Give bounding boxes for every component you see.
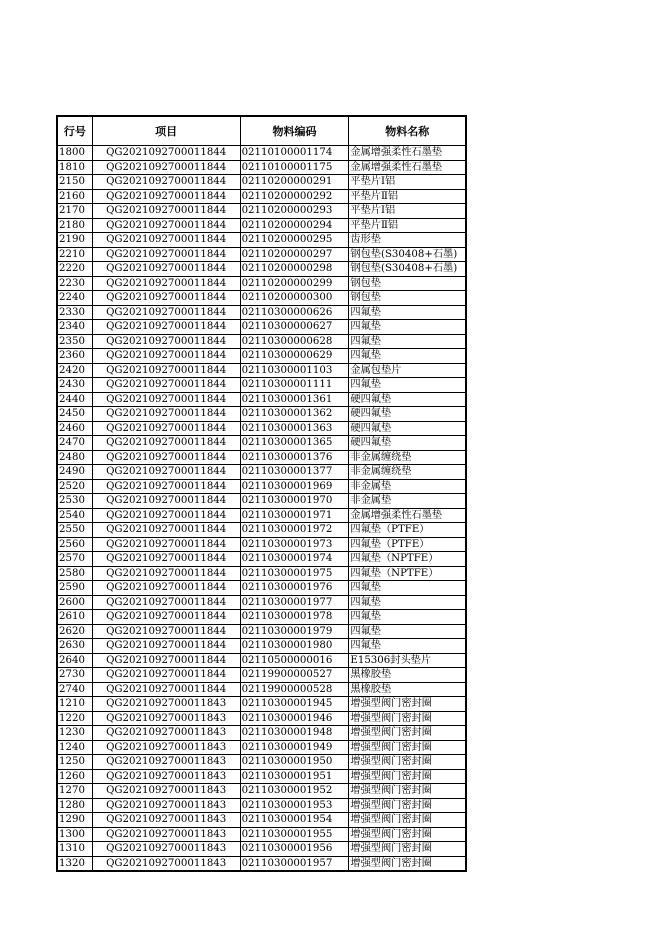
cell-project: QG2021092700011844 [92, 624, 240, 639]
cell-project: QG2021092700011843 [92, 697, 240, 712]
cell-material-name: 四氟垫（NPTFE） [349, 566, 466, 581]
cell-material-name: 钢包垫 [349, 276, 466, 291]
cell-project: QG2021092700011844 [92, 421, 240, 436]
cell-project: QG2021092700011843 [92, 726, 240, 741]
cell-material-code: 02110500000016 [240, 653, 349, 668]
cell-material-name: 钢包垫(S30408+石墨) [349, 247, 466, 262]
cell-material-name: 金属增强柔性石墨垫 [349, 146, 466, 161]
cell-material-code: 02110200000299 [240, 276, 349, 291]
cell-project: QG2021092700011844 [92, 494, 240, 509]
cell-line-no: 2610 [57, 610, 92, 625]
cell-material-name: 齿形垫 [349, 233, 466, 248]
cell-line-no: 1260 [57, 769, 92, 784]
cell-material-code: 02110300001980 [240, 639, 349, 654]
table-row [57, 697, 466, 712]
table-row [57, 595, 466, 610]
cell-line-no: 2340 [57, 320, 92, 335]
cell-line-no: 2460 [57, 421, 92, 436]
table-row [57, 537, 466, 552]
cell-project: QG2021092700011844 [92, 305, 240, 320]
cell-project: QG2021092700011844 [92, 552, 240, 567]
cell-material-code: 02110300001979 [240, 624, 349, 639]
material-table [56, 115, 467, 872]
table-row [57, 218, 466, 233]
cell-material-name: 平垫片Ⅱ铝 [349, 218, 466, 233]
table-row [57, 581, 466, 596]
cell-material-name: 增强型阀门密封圈 [349, 827, 466, 842]
cell-material-name: 金属包垫片 [349, 363, 466, 378]
cell-project: QG2021092700011843 [92, 740, 240, 755]
cell-project: QG2021092700011843 [92, 827, 240, 842]
cell-line-no: 1210 [57, 697, 92, 712]
cell-line-no: 2620 [57, 624, 92, 639]
cell-line-no: 2350 [57, 334, 92, 349]
cell-material-name: 四氟垫（NPTFE） [349, 552, 466, 567]
table-row [57, 827, 466, 842]
cell-material-code: 02110300001948 [240, 726, 349, 741]
cell-material-name: 非金属缠绕垫 [349, 465, 466, 480]
cell-material-code: 02110300001975 [240, 566, 349, 581]
table-row [57, 421, 466, 436]
cell-line-no: 2560 [57, 537, 92, 552]
cell-material-name: 金属增强柔性石墨垫 [349, 508, 466, 523]
cell-material-name: 增强型阀门密封圈 [349, 856, 466, 871]
cell-line-no: 1240 [57, 740, 92, 755]
cell-material-name: 黑橡胶垫 [349, 682, 466, 697]
cell-project: QG2021092700011844 [92, 610, 240, 625]
cell-project: QG2021092700011844 [92, 291, 240, 306]
cell-material-name: 增强型阀门密封圈 [349, 726, 466, 741]
cell-material-name: 非金属垫 [349, 494, 466, 509]
cell-line-no: 1290 [57, 813, 92, 828]
table-row [57, 175, 466, 190]
table-row [57, 682, 466, 697]
cell-material-code: 02110300000629 [240, 349, 349, 364]
cell-project: QG2021092700011844 [92, 233, 240, 248]
cell-material-name: 四氟垫 [349, 624, 466, 639]
cell-project: QG2021092700011844 [92, 189, 240, 204]
cell-line-no: 1320 [57, 856, 92, 871]
cell-line-no: 2570 [57, 552, 92, 567]
cell-line-no: 2470 [57, 436, 92, 451]
cell-material-code: 02110300001971 [240, 508, 349, 523]
table-row [57, 726, 466, 741]
table-row [57, 668, 466, 683]
cell-material-name: 平垫片Ⅰ铝 [349, 204, 466, 219]
cell-line-no: 1310 [57, 842, 92, 857]
table-row [57, 247, 466, 262]
cell-project: QG2021092700011843 [92, 784, 240, 799]
table-row [57, 639, 466, 654]
table-row [57, 523, 466, 538]
cell-project: QG2021092700011843 [92, 856, 240, 871]
cell-project: QG2021092700011844 [92, 595, 240, 610]
column-header-line-no: 行号 [57, 116, 92, 146]
cell-material-name: 硬四氟垫 [349, 436, 466, 451]
cell-project: QG2021092700011844 [92, 450, 240, 465]
cell-line-no: 2640 [57, 653, 92, 668]
cell-line-no: 2580 [57, 566, 92, 581]
cell-material-name: 硬四氟垫 [349, 407, 466, 422]
cell-line-no: 1280 [57, 798, 92, 813]
table-row [57, 407, 466, 422]
cell-project: QG2021092700011844 [92, 392, 240, 407]
table-row [57, 842, 466, 857]
cell-project: QG2021092700011844 [92, 566, 240, 581]
cell-line-no: 1220 [57, 711, 92, 726]
cell-material-code: 02110300001953 [240, 798, 349, 813]
cell-line-no: 2170 [57, 204, 92, 219]
cell-material-name: 四氟垫 [349, 581, 466, 596]
cell-material-name: 增强型阀门密封圈 [349, 769, 466, 784]
cell-material-code: 02110300001362 [240, 407, 349, 422]
cell-project: QG2021092700011844 [92, 146, 240, 161]
cell-material-code: 02110300001969 [240, 479, 349, 494]
table-row [57, 363, 466, 378]
cell-material-code: 02110200000293 [240, 204, 349, 219]
table-row [57, 262, 466, 277]
cell-line-no: 2240 [57, 291, 92, 306]
cell-line-no: 1810 [57, 160, 92, 175]
cell-project: QG2021092700011844 [92, 436, 240, 451]
cell-material-code: 02110300001377 [240, 465, 349, 480]
cell-line-no: 2530 [57, 494, 92, 509]
cell-material-code: 02110100001175 [240, 160, 349, 175]
column-header-material-code: 物料编码 [240, 116, 349, 146]
table-row [57, 784, 466, 799]
cell-material-code: 02110300000627 [240, 320, 349, 335]
cell-project: QG2021092700011844 [92, 262, 240, 277]
table-row [57, 479, 466, 494]
cell-line-no: 1250 [57, 755, 92, 770]
cell-material-code: 02110300001970 [240, 494, 349, 509]
table-row [57, 276, 466, 291]
table-row [57, 711, 466, 726]
cell-line-no: 2160 [57, 189, 92, 204]
cell-line-no: 2520 [57, 479, 92, 494]
cell-material-code: 02110200000291 [240, 175, 349, 190]
cell-project: QG2021092700011844 [92, 218, 240, 233]
cell-material-code: 02110300001945 [240, 697, 349, 712]
cell-project: QG2021092700011844 [92, 465, 240, 480]
table-row [57, 813, 466, 828]
cell-material-name: 增强型阀门密封圈 [349, 740, 466, 755]
table-row [57, 291, 466, 306]
cell-project: QG2021092700011844 [92, 508, 240, 523]
cell-line-no: 2190 [57, 233, 92, 248]
cell-material-code: 02110300001951 [240, 769, 349, 784]
cell-line-no: 2540 [57, 508, 92, 523]
cell-line-no: 2210 [57, 247, 92, 262]
cell-project: QG2021092700011844 [92, 349, 240, 364]
cell-project: QG2021092700011844 [92, 160, 240, 175]
table-row [57, 653, 466, 668]
cell-material-name: 四氟垫 [349, 639, 466, 654]
cell-material-name: 增强型阀门密封圈 [349, 711, 466, 726]
cell-material-code: 02110300001365 [240, 436, 349, 451]
cell-material-name: 增强型阀门密封圈 [349, 697, 466, 712]
cell-line-no: 2450 [57, 407, 92, 422]
cell-line-no: 2430 [57, 378, 92, 393]
cell-material-name: 四氟垫 [349, 305, 466, 320]
table-row [57, 798, 466, 813]
cell-line-no: 2490 [57, 465, 92, 480]
cell-material-name: 非金属缠绕垫 [349, 450, 466, 465]
cell-project: QG2021092700011844 [92, 639, 240, 654]
cell-material-code: 02110300001946 [240, 711, 349, 726]
table-row [57, 624, 466, 639]
cell-material-name: 增强型阀门密封圈 [349, 755, 466, 770]
table-row [57, 334, 466, 349]
cell-material-code: 02110300001956 [240, 842, 349, 857]
cell-material-name: 非金属垫 [349, 479, 466, 494]
cell-project: QG2021092700011843 [92, 711, 240, 726]
cell-material-name: 硬四氟垫 [349, 421, 466, 436]
cell-material-name: 金属增强柔性石墨垫 [349, 160, 466, 175]
cell-material-code: 02110200000292 [240, 189, 349, 204]
column-header-material-name: 物料名称 [349, 116, 466, 146]
cell-material-code: 02110300000626 [240, 305, 349, 320]
cell-material-code: 02110300001952 [240, 784, 349, 799]
table-row [57, 305, 466, 320]
cell-material-code: 02110300001376 [240, 450, 349, 465]
cell-material-name: 四氟垫 [349, 610, 466, 625]
table-row [57, 450, 466, 465]
table-row [57, 204, 466, 219]
table-body [57, 146, 466, 872]
cell-line-no: 2150 [57, 175, 92, 190]
cell-material-code: 02110300001954 [240, 813, 349, 828]
cell-line-no: 1300 [57, 827, 92, 842]
cell-material-code: 02110300001111 [240, 378, 349, 393]
cell-material-name: 四氟垫（PTFE） [349, 523, 466, 538]
cell-project: QG2021092700011844 [92, 247, 240, 262]
cell-line-no: 2220 [57, 262, 92, 277]
column-header-project: 项目 [92, 116, 240, 146]
cell-material-code: 02110300001974 [240, 552, 349, 567]
table-row [57, 320, 466, 335]
cell-material-code: 02119900000528 [240, 682, 349, 697]
table-row [57, 508, 466, 523]
cell-project: QG2021092700011844 [92, 204, 240, 219]
cell-material-name: 增强型阀门密封圈 [349, 798, 466, 813]
cell-material-code: 02110300001976 [240, 581, 349, 596]
cell-material-code: 02110200000300 [240, 291, 349, 306]
cell-project: QG2021092700011844 [92, 175, 240, 190]
cell-material-code: 02119900000527 [240, 668, 349, 683]
table-header-row [57, 116, 466, 146]
cell-material-name: 增强型阀门密封圈 [349, 842, 466, 857]
table-row [57, 552, 466, 567]
cell-material-code: 02110200000294 [240, 218, 349, 233]
cell-project: QG2021092700011844 [92, 320, 240, 335]
table-row [57, 233, 466, 248]
cell-material-code: 02110300001950 [240, 755, 349, 770]
cell-material-name: 四氟垫 [349, 349, 466, 364]
cell-project: QG2021092700011843 [92, 813, 240, 828]
cell-line-no: 2600 [57, 595, 92, 610]
cell-material-name: 四氟垫 [349, 320, 466, 335]
cell-project: QG2021092700011844 [92, 682, 240, 697]
cell-material-code: 02110300001973 [240, 537, 349, 552]
table-row [57, 856, 466, 871]
cell-material-code: 02110300001949 [240, 740, 349, 755]
cell-material-name: 四氟垫 [349, 334, 466, 349]
cell-project: QG2021092700011844 [92, 407, 240, 422]
cell-material-name: 钢包垫 [349, 291, 466, 306]
table-row [57, 610, 466, 625]
cell-material-name: 平垫片Ⅱ铝 [349, 189, 466, 204]
cell-project: QG2021092700011844 [92, 378, 240, 393]
table-row [57, 378, 466, 393]
cell-material-code: 02110200000297 [240, 247, 349, 262]
cell-project: QG2021092700011843 [92, 755, 240, 770]
cell-project: QG2021092700011844 [92, 479, 240, 494]
cell-material-name: 黑橡胶垫 [349, 668, 466, 683]
table-row [57, 465, 466, 480]
cell-project: QG2021092700011844 [92, 581, 240, 596]
cell-line-no: 2230 [57, 276, 92, 291]
cell-material-code: 02110300001972 [240, 523, 349, 538]
cell-material-code: 02110300001103 [240, 363, 349, 378]
cell-project: QG2021092700011844 [92, 668, 240, 683]
cell-material-code: 02110300001977 [240, 595, 349, 610]
table-row [57, 349, 466, 364]
cell-line-no: 2360 [57, 349, 92, 364]
cell-material-name: 钢包垫(S30408+石墨) [349, 262, 466, 277]
cell-material-code: 02110100001174 [240, 146, 349, 161]
cell-project: QG2021092700011844 [92, 653, 240, 668]
cell-project: QG2021092700011844 [92, 334, 240, 349]
cell-line-no: 2180 [57, 218, 92, 233]
table-row [57, 392, 466, 407]
cell-project: QG2021092700011843 [92, 769, 240, 784]
table-row [57, 494, 466, 509]
cell-line-no: 2330 [57, 305, 92, 320]
cell-line-no: 2630 [57, 639, 92, 654]
cell-material-code: 02110300001957 [240, 856, 349, 871]
cell-project: QG2021092700011844 [92, 537, 240, 552]
cell-material-code: 02110200000298 [240, 262, 349, 277]
cell-material-code: 02110200000295 [240, 233, 349, 248]
cell-material-name: 增强型阀门密封圈 [349, 784, 466, 799]
cell-project: QG2021092700011843 [92, 798, 240, 813]
cell-material-code: 02110300001978 [240, 610, 349, 625]
cell-material-code: 02110300001955 [240, 827, 349, 842]
cell-line-no: 1800 [57, 146, 92, 161]
cell-material-name: 四氟垫 [349, 378, 466, 393]
cell-material-code: 02110300000628 [240, 334, 349, 349]
cell-project: QG2021092700011844 [92, 276, 240, 291]
cell-line-no: 2480 [57, 450, 92, 465]
cell-line-no: 2420 [57, 363, 92, 378]
cell-material-name: 四氟垫 [349, 595, 466, 610]
cell-material-name: 硬四氟垫 [349, 392, 466, 407]
cell-project: QG2021092700011844 [92, 363, 240, 378]
cell-line-no: 2440 [57, 392, 92, 407]
cell-material-name: E15306封头垫片 [349, 653, 466, 668]
cell-project: QG2021092700011844 [92, 523, 240, 538]
table-row [57, 436, 466, 451]
cell-material-code: 02110300001361 [240, 392, 349, 407]
cell-material-name: 平垫片Ⅰ铝 [349, 175, 466, 190]
cell-material-name: 增强型阀门密封圈 [349, 813, 466, 828]
cell-line-no: 2740 [57, 682, 92, 697]
table-row [57, 740, 466, 755]
cell-line-no: 2550 [57, 523, 92, 538]
table-row [57, 769, 466, 784]
table-row [57, 189, 466, 204]
table-row [57, 160, 466, 175]
cell-line-no: 1230 [57, 726, 92, 741]
cell-line-no: 2730 [57, 668, 92, 683]
table-row [57, 146, 466, 161]
table-row [57, 755, 466, 770]
cell-project: QG2021092700011843 [92, 842, 240, 857]
table-row [57, 566, 466, 581]
cell-line-no: 1270 [57, 784, 92, 799]
cell-material-name: 四氟垫（PTFE） [349, 537, 466, 552]
cell-material-code: 02110300001363 [240, 421, 349, 436]
cell-line-no: 2590 [57, 581, 92, 596]
